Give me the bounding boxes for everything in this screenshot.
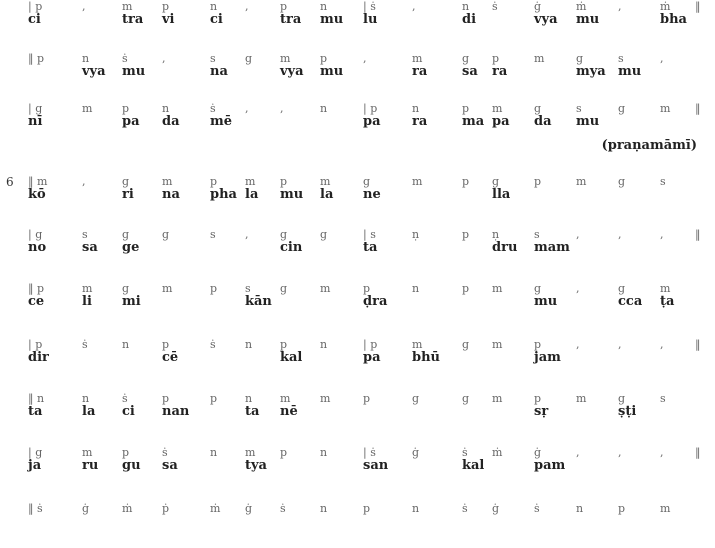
- swara-note: m: [280, 52, 291, 65]
- swara-note: | p: [28, 0, 43, 13]
- lyric-syllable: sa: [82, 240, 98, 255]
- swara-note: | ṡ: [363, 446, 376, 459]
- swara-note: ,: [245, 0, 249, 13]
- lyric-syllable: vya: [280, 64, 304, 79]
- lyric-syllable: mu: [320, 12, 344, 27]
- lyric-syllable: ṣṭi: [618, 404, 637, 419]
- swara-note: | p: [28, 338, 43, 351]
- swara-note: m: [82, 102, 93, 115]
- swara-note: n: [320, 446, 328, 459]
- swara-note: s: [82, 228, 88, 241]
- lyric-syllable: kō: [28, 187, 46, 202]
- swara-note: m: [82, 282, 93, 295]
- swara-note: g: [576, 52, 584, 65]
- swara-note: m: [412, 175, 423, 188]
- lyric-syllable: sa: [462, 64, 478, 79]
- swara-note: p: [122, 102, 130, 115]
- swara-note: ṇ: [412, 228, 420, 241]
- swara-note: n: [245, 338, 253, 351]
- swara-note: g: [618, 392, 626, 405]
- swara-note: ,: [412, 0, 416, 13]
- notation-row: [0, 392, 715, 438]
- swara-note: ,: [618, 446, 622, 459]
- swara-note: p: [534, 175, 542, 188]
- lyric-syllable: ci: [210, 12, 223, 27]
- swara-note: | p: [363, 102, 378, 115]
- lyric-syllable: tya: [245, 458, 267, 473]
- lyric-syllable: kal: [462, 458, 485, 473]
- lyric-syllable: ma: [462, 114, 485, 129]
- swara-note: n: [162, 102, 170, 115]
- swara-note: | g: [28, 446, 43, 459]
- swara-note: m: [162, 175, 173, 188]
- notation-row: [0, 52, 715, 98]
- lyric-syllable: lu: [363, 12, 378, 27]
- swara-note: p: [363, 392, 371, 405]
- swara-note: ,: [82, 175, 86, 188]
- swara-note: n: [320, 502, 328, 515]
- swara-note: ,: [162, 52, 166, 65]
- swara-note: m: [320, 392, 331, 405]
- swara-note: p: [210, 175, 218, 188]
- lyric-syllable: vya: [534, 12, 558, 27]
- swara-note: p: [280, 338, 288, 351]
- swara-note: n: [412, 102, 420, 115]
- lyric-syllable: pa: [363, 114, 381, 129]
- notation-row: [0, 0, 715, 46]
- swara-note: | s: [363, 228, 376, 241]
- swara-note: ,: [618, 338, 622, 351]
- lyric-syllable: cca: [618, 294, 643, 309]
- lyric-syllable: sṛ: [534, 404, 549, 419]
- swara-note: p: [122, 446, 130, 459]
- swara-note: g: [122, 175, 130, 188]
- swara-note: m: [492, 282, 503, 295]
- swara-note: g: [462, 392, 470, 405]
- swara-note: ,: [82, 0, 86, 13]
- swara-note: ṁ: [576, 0, 587, 13]
- swara-note: p: [462, 175, 470, 188]
- swara-note: ‖ p: [28, 52, 45, 65]
- swara-note: ṗ: [162, 502, 170, 515]
- swara-note: n: [412, 282, 420, 295]
- swara-note: ‖: [695, 102, 701, 115]
- lyric-syllable: vya: [82, 64, 106, 79]
- swara-note: ‖ m: [28, 175, 48, 188]
- swara-note: p: [492, 52, 500, 65]
- swara-note: ‖: [695, 446, 701, 459]
- swara-note: ,: [660, 228, 664, 241]
- swara-note: n: [462, 0, 470, 13]
- notation-row: [0, 102, 715, 148]
- section-number: 6: [6, 175, 14, 189]
- lyric-syllable: da: [534, 114, 552, 129]
- swara-note: g: [492, 175, 500, 188]
- lyric-syllable: di: [462, 12, 477, 27]
- swara-note: p: [280, 0, 288, 13]
- swara-note: p: [162, 338, 170, 351]
- notation-row: [0, 446, 715, 492]
- swara-note: g: [462, 52, 470, 65]
- notation-row: [0, 502, 715, 548]
- swara-note: m: [576, 392, 587, 405]
- lyric-syllable: lla: [492, 187, 511, 202]
- swara-note: ṁ: [492, 446, 503, 459]
- swara-note: | ṡ: [363, 0, 376, 13]
- swara-note: g: [618, 102, 626, 115]
- swara-note: | g: [28, 102, 43, 115]
- swara-note: p: [618, 502, 626, 515]
- swara-note: g: [363, 175, 371, 188]
- swara-note: ġ: [82, 502, 90, 515]
- swara-note: g: [618, 282, 626, 295]
- swara-note: ,: [576, 282, 580, 295]
- lyric-syllable: na: [162, 187, 180, 202]
- swara-note: s: [210, 228, 216, 241]
- swara-note: | g: [28, 228, 43, 241]
- swara-note: p: [210, 282, 218, 295]
- swara-note: n: [122, 338, 130, 351]
- lyric-syllable: gu: [122, 458, 141, 473]
- swara-note: g: [162, 228, 170, 241]
- lyric-syllable: da: [162, 114, 180, 129]
- lyric-syllable: mu: [280, 187, 304, 202]
- swara-note: m: [492, 392, 503, 405]
- lyric-syllable: ci: [28, 12, 41, 27]
- swara-note: ,: [660, 338, 664, 351]
- lyric-syllable: mya: [576, 64, 606, 79]
- lyric-syllable: ja: [28, 458, 42, 473]
- swara-note: g: [280, 228, 288, 241]
- swara-note: n: [82, 52, 90, 65]
- swara-note: m: [122, 0, 133, 13]
- swara-note: ,: [618, 228, 622, 241]
- swara-note: p: [280, 446, 288, 459]
- swara-note: g: [245, 52, 253, 65]
- swara-note: m: [412, 338, 423, 351]
- lyric-syllable: ra: [492, 64, 508, 79]
- swara-note: ,: [618, 0, 622, 13]
- lyric-syllable: vi: [162, 12, 175, 27]
- lyric-syllable: nē: [280, 404, 298, 419]
- lyric-syllable: no: [28, 240, 47, 255]
- swara-note: ṡ: [492, 0, 498, 13]
- lyric-syllable: ḍra: [363, 294, 388, 309]
- notation-row: [0, 282, 715, 328]
- swara-note: ṡ: [210, 102, 216, 115]
- swara-note: ġ: [412, 446, 420, 459]
- notation-row: [0, 338, 715, 384]
- lyric-syllable: san: [363, 458, 389, 473]
- swara-note: ṡ: [210, 338, 216, 351]
- lyric-syllable: mu: [618, 64, 642, 79]
- swara-note: m: [576, 175, 587, 188]
- lyric-syllable: la: [320, 187, 334, 202]
- lyric-syllable: ru: [82, 458, 99, 473]
- swara-note: g: [280, 282, 288, 295]
- swara-note: ṇ: [492, 228, 500, 241]
- swara-note: ṡ: [280, 502, 286, 515]
- lyric-syllable: kal: [280, 350, 303, 365]
- swara-note: ,: [576, 228, 580, 241]
- lyric-syllable: kān: [245, 294, 272, 309]
- swara-note: g: [122, 228, 130, 241]
- swara-note: n: [210, 0, 218, 13]
- swara-note: ṡ: [122, 392, 128, 405]
- lyric-syllable: sa: [162, 458, 178, 473]
- swara-note: ,: [660, 52, 664, 65]
- lyric-syllable: ri: [122, 187, 134, 202]
- lyric-syllable: ci: [122, 404, 135, 419]
- swara-note: g: [462, 338, 470, 351]
- lyric-syllable: mu: [534, 294, 558, 309]
- swara-note: n: [576, 502, 584, 515]
- swara-note: s: [534, 228, 540, 241]
- lyric-syllable: la: [245, 187, 259, 202]
- swara-note: p: [162, 0, 170, 13]
- swara-note: g: [412, 392, 420, 405]
- swara-note: ‖ n: [28, 392, 45, 405]
- lyric-syllable: tra: [122, 12, 144, 27]
- swara-note: m: [320, 282, 331, 295]
- swara-note: m: [412, 52, 423, 65]
- lyric-syllable: ce: [28, 294, 45, 309]
- swara-note: g: [618, 175, 626, 188]
- swara-note: ‖: [695, 228, 701, 241]
- lyric-syllable: ra: [412, 64, 428, 79]
- lyric-syllable: pha: [210, 187, 237, 202]
- swara-note: ṁ: [122, 502, 133, 515]
- swara-note: m: [534, 52, 545, 65]
- lyric-syllable: ta: [245, 404, 260, 419]
- lyric-syllable: mi: [122, 294, 141, 309]
- lyric-syllable: la: [82, 404, 96, 419]
- swara-note: ‖: [695, 338, 701, 351]
- swara-note: ,: [245, 228, 249, 241]
- lyric-syllable: tra: [280, 12, 302, 27]
- lyric-syllable: mu: [320, 64, 344, 79]
- lyric-syllable: ta: [28, 404, 43, 419]
- lyric-syllable: mu: [576, 114, 600, 129]
- swara-note: p: [320, 52, 328, 65]
- swara-note: p: [534, 338, 542, 351]
- swara-note: m: [660, 502, 671, 515]
- lyric-syllable: pa: [363, 350, 381, 365]
- lyric-syllable: dru: [492, 240, 518, 255]
- lyric-syllable: nī: [28, 114, 43, 129]
- swara-note: m: [492, 338, 503, 351]
- lyric-syllable: ta: [363, 240, 378, 255]
- swara-note: s: [576, 102, 582, 115]
- swara-note: s: [618, 52, 624, 65]
- swara-note: m: [492, 102, 503, 115]
- swara-note: p: [162, 392, 170, 405]
- swara-note: n: [320, 338, 328, 351]
- swara-note: ġ: [534, 446, 542, 459]
- swara-note: m: [660, 282, 671, 295]
- swara-note: m: [162, 282, 173, 295]
- swara-note: ,: [245, 102, 249, 115]
- swara-note: p: [534, 392, 542, 405]
- swara-note: s: [660, 175, 666, 188]
- lyric-syllable: cē: [162, 350, 179, 365]
- swara-note: n: [412, 502, 420, 515]
- swara-note: ṡ: [122, 52, 128, 65]
- swara-note: g: [534, 102, 542, 115]
- swara-note: ṡ: [534, 502, 540, 515]
- swara-note: p: [280, 175, 288, 188]
- lyric-syllable: mam: [534, 240, 570, 255]
- lyric-syllable: bhū: [412, 350, 440, 365]
- swara-note: p: [363, 282, 371, 295]
- lyric-syllable: na: [210, 64, 228, 79]
- notation-row: [0, 175, 715, 221]
- lyric-syllable: nan: [162, 404, 190, 419]
- swara-note: g: [534, 282, 542, 295]
- swara-note: ‖ ṡ: [28, 502, 43, 515]
- lyric-syllable: jam: [534, 350, 561, 365]
- swara-note: ,: [363, 52, 367, 65]
- lyric-syllable: mu: [576, 12, 600, 27]
- swara-note: m: [245, 175, 256, 188]
- swara-note: s: [210, 52, 216, 65]
- swara-note: ṡ: [462, 502, 468, 515]
- swara-note: ṁ: [660, 0, 671, 13]
- swara-note: ,: [576, 338, 580, 351]
- swara-note: s: [245, 282, 251, 295]
- swara-note: m: [660, 102, 671, 115]
- swara-note: ṡ: [462, 446, 468, 459]
- swara-note: m: [280, 392, 291, 405]
- lyric-syllable: pa: [492, 114, 510, 129]
- lyric-syllable: pam: [534, 458, 566, 473]
- lyric-syllable: ne: [363, 187, 381, 202]
- lyric-syllable: cin: [280, 240, 303, 255]
- swara-note: ṡ: [162, 446, 168, 459]
- swara-note: g: [122, 282, 130, 295]
- swara-note: ġ: [245, 502, 253, 515]
- swara-note: p: [462, 228, 470, 241]
- swara-note: ġ: [492, 502, 500, 515]
- lyric-syllable: ra: [412, 114, 428, 129]
- swara-note: p: [462, 282, 470, 295]
- lyric-syllable: ge: [122, 240, 140, 255]
- swara-note: m: [82, 446, 93, 459]
- swara-note: ‖ p: [28, 282, 45, 295]
- swara-note: n: [245, 392, 253, 405]
- swara-note: ṡ: [82, 338, 88, 351]
- swara-note: m: [245, 446, 256, 459]
- swara-note: ,: [576, 446, 580, 459]
- lyric-syllable: mu: [122, 64, 146, 79]
- swara-note: ṁ: [210, 502, 221, 515]
- lyric-syllable: mē: [210, 114, 233, 129]
- notation-row: [0, 228, 715, 274]
- swara-note: p: [462, 102, 470, 115]
- swara-note: s: [660, 392, 666, 405]
- swara-note: p: [363, 502, 371, 515]
- lyric-syllable: bha: [660, 12, 687, 27]
- lyric-syllable: pa: [122, 114, 140, 129]
- swara-note: n: [320, 0, 328, 13]
- swara-note: ‖: [695, 0, 701, 13]
- swara-note: p: [210, 392, 218, 405]
- swara-note: | p: [363, 338, 378, 351]
- swara-note: m: [320, 175, 331, 188]
- swara-note: n: [210, 446, 218, 459]
- swara-note: ,: [280, 102, 284, 115]
- annotation-pranamami: (praṇamāmī): [601, 138, 697, 153]
- lyric-syllable: dir: [28, 350, 49, 365]
- lyric-syllable: li: [82, 294, 92, 309]
- swara-note: ġ: [534, 0, 542, 13]
- lyric-syllable: ṭa: [660, 294, 675, 309]
- swara-note: n: [82, 392, 90, 405]
- swara-note: g: [320, 228, 328, 241]
- swara-note: n: [320, 102, 328, 115]
- swara-note: ,: [660, 446, 664, 459]
